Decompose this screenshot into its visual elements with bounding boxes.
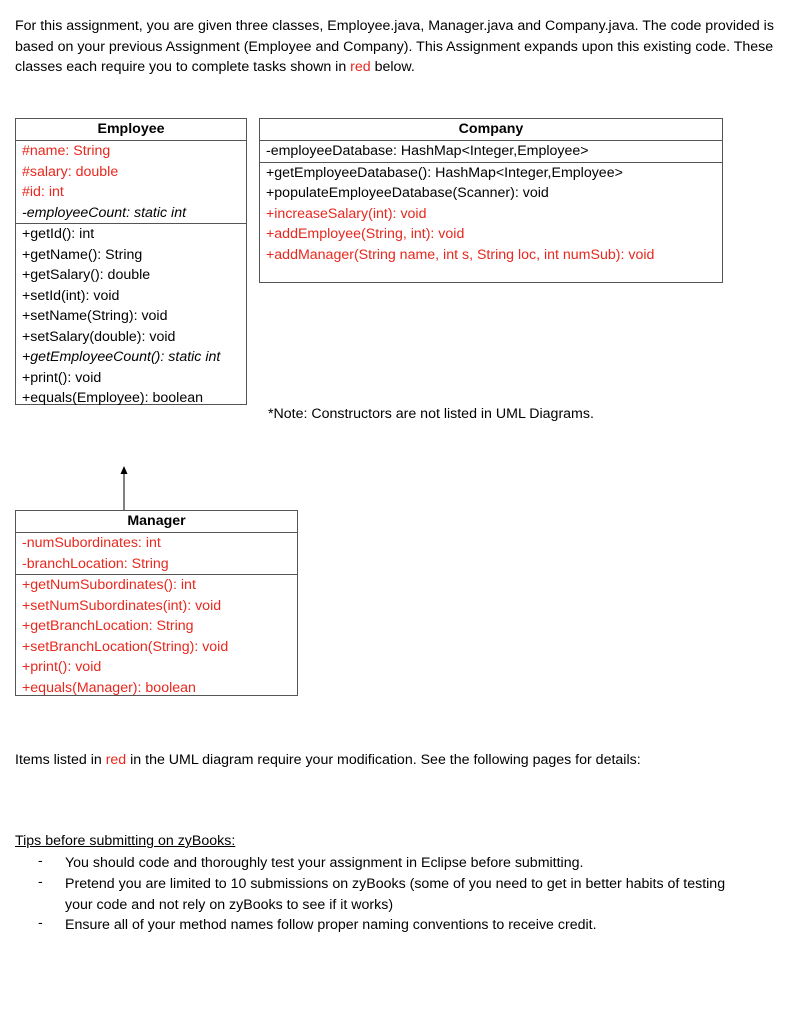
company-attributes xyxy=(260,141,722,163)
uml-member: +getNumSubordinates(): int xyxy=(22,577,196,593)
uml-member: +getName(): String xyxy=(22,246,143,263)
uml-member: -employeeDatabase: HashMap<Integer,Employee> xyxy=(266,143,589,159)
inheritance-arrow-icon xyxy=(116,464,132,510)
uml-member: #salary: double xyxy=(22,163,119,180)
intro-red-word: red xyxy=(350,59,371,75)
tip-item: Pretend you are limited to 10 submissions on zyBooks (some of you need to get in better habits of testing your code and not rely on zyBooks to see if it works) xyxy=(65,876,726,913)
items-red-word: red xyxy=(105,752,127,768)
uml-member: +getSalary(): double xyxy=(22,267,151,283)
uml-member: -numSubordinates: int xyxy=(22,535,161,551)
manager-methods xyxy=(16,575,297,698)
bullet-dash: - xyxy=(38,915,43,931)
company-class-box xyxy=(259,118,723,283)
uml-member: -branchLocation: String xyxy=(22,555,169,572)
bullet-dash: - xyxy=(38,853,43,869)
uml-member: +populateEmployeeDatabase(Scanner): void xyxy=(266,185,549,201)
uml-member: +print(): void xyxy=(22,369,102,386)
uml-member: -employeeCount: static int xyxy=(22,204,187,221)
items-paragraph xyxy=(15,752,641,768)
manager-class-box xyxy=(15,510,298,696)
company-methods xyxy=(260,163,722,266)
uml-member: +setBranchLocation(String): void xyxy=(22,638,229,655)
tip-item: Ensure all of your method names follow proper naming conventions to receive credit. xyxy=(65,917,597,933)
uml-member: +equals(Employee): boolean xyxy=(22,390,204,406)
uml-member: +getEmployeeDatabase(): HashMap<Integer,Employee> xyxy=(266,164,623,181)
uml-member: +getBranchLocation: String xyxy=(22,618,194,634)
uml-member: +addManager(String name, int s, String loc, int numSub): void xyxy=(266,246,655,263)
uml-member: +setSalary(double): void xyxy=(22,328,176,345)
uml-member: +addEmployee(String, int): void xyxy=(266,226,465,242)
uml-member: +setId(int): void xyxy=(22,287,120,304)
uml-member: +increaseSalary(int): void xyxy=(266,205,427,222)
uml-member: +getEmployeeCount(): static int xyxy=(22,349,221,365)
items-text-end: in the UML diagram require your modification. See the following pages for details: xyxy=(126,752,641,768)
intro-text-end: below. xyxy=(370,59,415,75)
employee-class-title: Employee xyxy=(16,119,246,141)
uml-member: #name: String xyxy=(22,143,111,159)
uml-member: +equals(Manager): boolean xyxy=(22,679,196,696)
tips-heading: Tips before submitting on zyBooks: xyxy=(15,833,236,849)
bullet-dash: - xyxy=(38,874,43,890)
company-class-title: Company xyxy=(260,119,722,141)
uml-member: +getId(): int xyxy=(22,226,95,242)
manager-attributes xyxy=(16,533,297,575)
items-text: Items listed in xyxy=(15,752,106,768)
employee-methods xyxy=(16,224,246,409)
uml-member: +setNumSubordinates(int): void xyxy=(22,597,222,614)
intro-paragraph xyxy=(15,16,775,78)
uml-note: *Note: Constructors are not listed in UML Diagrams. xyxy=(268,406,594,422)
employee-attributes xyxy=(16,141,246,224)
tip-item: You should code and thoroughly test your assignment in Eclipse before submitting. xyxy=(65,855,584,871)
uml-member: #id: int xyxy=(22,184,64,200)
manager-class-title: Manager xyxy=(16,511,297,533)
employee-class-box xyxy=(15,118,247,405)
uml-member: +print(): void xyxy=(22,659,102,675)
intro-text: For this assignment, you are given three classes, Employee.java, Manager.java and Company.java. The code provided is based on your previous Assignment (Employee and Company). This Assignment expands upon this existing code. These classes each require you to complete tasks shown in xyxy=(15,18,774,75)
uml-member: +setName(String): void xyxy=(22,308,168,324)
